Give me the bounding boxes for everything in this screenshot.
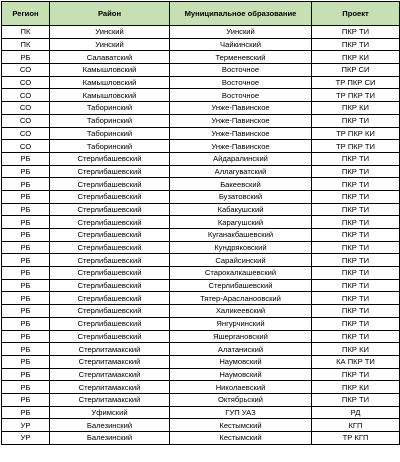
cell-project[interactable]: ТР ПКР ТИ bbox=[312, 140, 400, 153]
table-row bbox=[2, 203, 400, 216]
cell-project[interactable]: ТР ПКР ТИ bbox=[312, 89, 400, 102]
cell-project[interactable]: ПКР ТИ bbox=[312, 317, 400, 330]
cell-project[interactable]: РД bbox=[312, 406, 400, 419]
cell-district[interactable]: Стерлибашевский bbox=[50, 241, 170, 254]
cell-project[interactable]: ПКР КИ bbox=[312, 381, 400, 394]
cell-region[interactable]: РБ bbox=[2, 241, 50, 254]
cell-district[interactable]: Стерлибашевский bbox=[50, 330, 170, 343]
cell-municipality[interactable]: ГУП УАЗ bbox=[170, 406, 312, 419]
cell-region[interactable]: РБ bbox=[2, 343, 50, 356]
cell-municipality[interactable]: Уинский bbox=[170, 26, 312, 39]
table-row bbox=[2, 51, 400, 64]
cell-district[interactable]: Стерлитамакский bbox=[50, 393, 170, 406]
table-row bbox=[2, 89, 400, 102]
cell-district[interactable]: Стерлибашевский bbox=[50, 305, 170, 318]
table-row bbox=[2, 241, 400, 254]
cell-municipality[interactable]: Яшергановский bbox=[170, 330, 312, 343]
table-row bbox=[2, 26, 400, 39]
table-row bbox=[2, 267, 400, 280]
cell-municipality[interactable]: Карагушский bbox=[170, 216, 312, 229]
table-row bbox=[2, 419, 400, 432]
cell-project[interactable]: ПКР СИ bbox=[312, 64, 400, 77]
cell-region[interactable]: РБ bbox=[2, 229, 50, 242]
table-row bbox=[2, 355, 400, 368]
cell-municipality[interactable]: Унже-Павинское bbox=[170, 114, 312, 127]
cell-district[interactable]: Стерлибашевский bbox=[50, 292, 170, 305]
cell-project[interactable]: ПКР ТИ bbox=[312, 26, 400, 39]
cell-project[interactable]: ПКР ТИ bbox=[312, 254, 400, 267]
cell-region[interactable]: РБ bbox=[2, 406, 50, 419]
cell-district[interactable]: Стерлибашевский bbox=[50, 190, 170, 203]
cell-district[interactable]: Камышловский bbox=[50, 89, 170, 102]
cell-district[interactable]: Балезинский bbox=[50, 419, 170, 432]
cell-project[interactable]: ТР ПКР СИ bbox=[312, 76, 400, 89]
cell-municipality[interactable]: Тятер-Арасланоовский bbox=[170, 292, 312, 305]
cell-project[interactable]: ПКР ТИ bbox=[312, 178, 400, 191]
cell-project[interactable]: ПКР КИ bbox=[312, 51, 400, 64]
cell-municipality[interactable]: Старокалкашевский bbox=[170, 267, 312, 280]
cell-municipality[interactable]: Чайкинский bbox=[170, 38, 312, 51]
table-row bbox=[2, 127, 400, 140]
projects-table bbox=[1, 1, 400, 445]
table-row bbox=[2, 229, 400, 242]
table-row bbox=[2, 305, 400, 318]
cell-municipality[interactable]: Аллагуватский bbox=[170, 165, 312, 178]
table-row bbox=[2, 432, 400, 445]
cell-region[interactable]: РБ bbox=[2, 317, 50, 330]
cell-district[interactable]: Стерлитамакский bbox=[50, 355, 170, 368]
cell-municipality[interactable]: Унже-Павинское bbox=[170, 140, 312, 153]
table-row bbox=[2, 178, 400, 191]
cell-district[interactable]: Стерлибашевский bbox=[50, 317, 170, 330]
cell-region[interactable]: УР bbox=[2, 419, 50, 432]
cell-municipality[interactable]: Наумовский bbox=[170, 355, 312, 368]
cell-project[interactable]: ПКР ТИ bbox=[312, 267, 400, 280]
cell-municipality[interactable]: Октябрьский bbox=[170, 393, 312, 406]
cell-region[interactable]: РБ bbox=[2, 216, 50, 229]
cell-municipality[interactable]: Наумовский bbox=[170, 368, 312, 381]
cell-project[interactable]: ПКР ТИ bbox=[312, 152, 400, 165]
cell-project[interactable]: ПКР ТИ bbox=[312, 38, 400, 51]
cell-district[interactable]: Салаватский bbox=[50, 51, 170, 64]
table-row bbox=[2, 114, 400, 127]
cell-district[interactable]: Стерлибашевский bbox=[50, 203, 170, 216]
cell-municipality[interactable]: Кабакушский bbox=[170, 203, 312, 216]
cell-municipality[interactable]: Кундряковский bbox=[170, 241, 312, 254]
cell-region[interactable]: РБ bbox=[2, 267, 50, 280]
header-district[interactable]: Район bbox=[50, 2, 170, 26]
cell-project[interactable]: ПКР ТИ bbox=[312, 114, 400, 127]
cell-project[interactable]: ПКР ТИ bbox=[312, 368, 400, 381]
cell-municipality[interactable]: Янгурчинский bbox=[170, 317, 312, 330]
cell-municipality[interactable]: Сарайсинский bbox=[170, 254, 312, 267]
table-row bbox=[2, 368, 400, 381]
header-region[interactable]: Регион bbox=[2, 2, 50, 26]
cell-project[interactable]: ПКР ТИ bbox=[312, 292, 400, 305]
header-municipality[interactable]: Муниципальное образование bbox=[170, 2, 312, 26]
cell-project[interactable]: ПКР КИ bbox=[312, 102, 400, 115]
table-row bbox=[2, 140, 400, 153]
cell-district[interactable]: Уинский bbox=[50, 26, 170, 39]
cell-region[interactable]: РБ bbox=[2, 190, 50, 203]
table-row bbox=[2, 317, 400, 330]
cell-region[interactable]: СО bbox=[2, 76, 50, 89]
cell-municipality[interactable]: Алатаниский bbox=[170, 343, 312, 356]
cell-region[interactable]: СО bbox=[2, 140, 50, 153]
cell-region[interactable]: РБ bbox=[2, 355, 50, 368]
cell-district[interactable]: Стерлибашевский bbox=[50, 279, 170, 292]
cell-district[interactable]: Стерлибашевский bbox=[50, 267, 170, 280]
cell-district[interactable]: Камышловский bbox=[50, 76, 170, 89]
table-row bbox=[2, 330, 400, 343]
cell-district[interactable]: Камышловский bbox=[50, 64, 170, 77]
cell-district[interactable]: Стерлибашевский bbox=[50, 152, 170, 165]
cell-municipality[interactable]: Унже-Павинское bbox=[170, 102, 312, 115]
cell-district[interactable]: Уинский bbox=[50, 38, 170, 51]
cell-district[interactable]: Стерлибашевский bbox=[50, 178, 170, 191]
cell-district[interactable]: Таборинский bbox=[50, 140, 170, 153]
cell-district[interactable]: Таборинский bbox=[50, 127, 170, 140]
table-row bbox=[2, 254, 400, 267]
cell-region[interactable]: СО bbox=[2, 64, 50, 77]
cell-region[interactable]: РБ bbox=[2, 165, 50, 178]
table-row bbox=[2, 102, 400, 115]
cell-region[interactable]: РБ bbox=[2, 203, 50, 216]
cell-project[interactable]: ПКР КИ bbox=[312, 343, 400, 356]
cell-municipality[interactable]: Унже-Павинское bbox=[170, 127, 312, 140]
cell-district[interactable]: Стерлитамакский bbox=[50, 381, 170, 394]
header-project[interactable]: Проект bbox=[312, 2, 400, 26]
table-row bbox=[2, 64, 400, 77]
cell-region[interactable]: РБ bbox=[2, 152, 50, 165]
table-row bbox=[2, 343, 400, 356]
cell-project[interactable]: ПКР ТИ bbox=[312, 190, 400, 203]
spreadsheet bbox=[1, 1, 399, 445]
cell-region[interactable]: РБ bbox=[2, 279, 50, 292]
cell-municipality[interactable]: Айдаралинский bbox=[170, 152, 312, 165]
cell-project[interactable]: ТР ПКР КИ bbox=[312, 127, 400, 140]
cell-district[interactable]: Балезинский bbox=[50, 432, 170, 445]
cell-district[interactable]: Таборинский bbox=[50, 102, 170, 115]
table-row bbox=[2, 279, 400, 292]
cell-region[interactable]: СО bbox=[2, 89, 50, 102]
cell-region[interactable]: РБ bbox=[2, 393, 50, 406]
cell-district[interactable]: Стерлитамакский bbox=[50, 343, 170, 356]
cell-project[interactable]: ПКР ТИ bbox=[312, 229, 400, 242]
cell-municipality[interactable]: Стерлибашевский bbox=[170, 279, 312, 292]
cell-district[interactable]: Стерлибашевский bbox=[50, 165, 170, 178]
cell-project[interactable]: КГП bbox=[312, 419, 400, 432]
table-row bbox=[2, 190, 400, 203]
cell-region[interactable]: ПК bbox=[2, 38, 50, 51]
cell-district[interactable]: Уфимский bbox=[50, 406, 170, 419]
cell-project[interactable]: ПКР ТИ bbox=[312, 165, 400, 178]
cell-district[interactable]: Стерлибашевский bbox=[50, 254, 170, 267]
cell-region[interactable]: РБ bbox=[2, 292, 50, 305]
cell-municipality[interactable]: Восточное bbox=[170, 89, 312, 102]
cell-region[interactable]: СО bbox=[2, 127, 50, 140]
cell-municipality[interactable]: Кестымский bbox=[170, 432, 312, 445]
table-row bbox=[2, 152, 400, 165]
cell-region[interactable]: РБ bbox=[2, 381, 50, 394]
cell-region[interactable]: РБ bbox=[2, 51, 50, 64]
cell-project[interactable]: ПКР ТИ bbox=[312, 305, 400, 318]
table-row bbox=[2, 76, 400, 89]
cell-region[interactable]: РБ bbox=[2, 330, 50, 343]
cell-municipality[interactable]: Бакеевский bbox=[170, 178, 312, 191]
cell-project[interactable]: ПКР ТИ bbox=[312, 241, 400, 254]
cell-municipality[interactable]: Халикеевский bbox=[170, 305, 312, 318]
cell-district[interactable]: Стерлибашевский bbox=[50, 216, 170, 229]
table-row bbox=[2, 165, 400, 178]
cell-region[interactable]: РБ bbox=[2, 178, 50, 191]
cell-municipality[interactable]: Восточное bbox=[170, 76, 312, 89]
cell-district[interactable]: Стерлибашевский bbox=[50, 229, 170, 242]
cell-project[interactable]: ПКР ТИ bbox=[312, 393, 400, 406]
cell-region[interactable]: СО bbox=[2, 114, 50, 127]
cell-project[interactable]: ПКР ТИ bbox=[312, 330, 400, 343]
cell-region[interactable]: ПК bbox=[2, 26, 50, 39]
cell-project[interactable]: КА ПКР ТИ bbox=[312, 355, 400, 368]
cell-municipality[interactable]: Николаевский bbox=[170, 381, 312, 394]
cell-region[interactable]: РБ bbox=[2, 368, 50, 381]
cell-district[interactable]: Таборинский bbox=[50, 114, 170, 127]
table-row bbox=[2, 381, 400, 394]
cell-municipality[interactable]: Восточное bbox=[170, 64, 312, 77]
cell-region[interactable]: РБ bbox=[2, 305, 50, 318]
table-row bbox=[2, 216, 400, 229]
cell-region[interactable]: РБ bbox=[2, 254, 50, 267]
cell-municipality[interactable]: Кестымский bbox=[170, 419, 312, 432]
header-row bbox=[2, 2, 400, 26]
cell-region[interactable]: УР bbox=[2, 432, 50, 445]
table-row bbox=[2, 406, 400, 419]
cell-region[interactable]: СО bbox=[2, 102, 50, 115]
cell-municipality[interactable]: Терменевский bbox=[170, 51, 312, 64]
cell-municipality[interactable]: Куганакбашевский bbox=[170, 229, 312, 242]
table-row bbox=[2, 38, 400, 51]
cell-project[interactable]: ПКР ТИ bbox=[312, 203, 400, 216]
cell-project[interactable]: ПКР ТИ bbox=[312, 279, 400, 292]
table-row bbox=[2, 292, 400, 305]
cell-district[interactable]: Стерлитамакский bbox=[50, 368, 170, 381]
cell-municipality[interactable]: Бузатовский bbox=[170, 190, 312, 203]
cell-project[interactable]: ТР КГП bbox=[312, 432, 400, 445]
cell-project[interactable]: ПКР ТИ bbox=[312, 216, 400, 229]
table-row bbox=[2, 393, 400, 406]
